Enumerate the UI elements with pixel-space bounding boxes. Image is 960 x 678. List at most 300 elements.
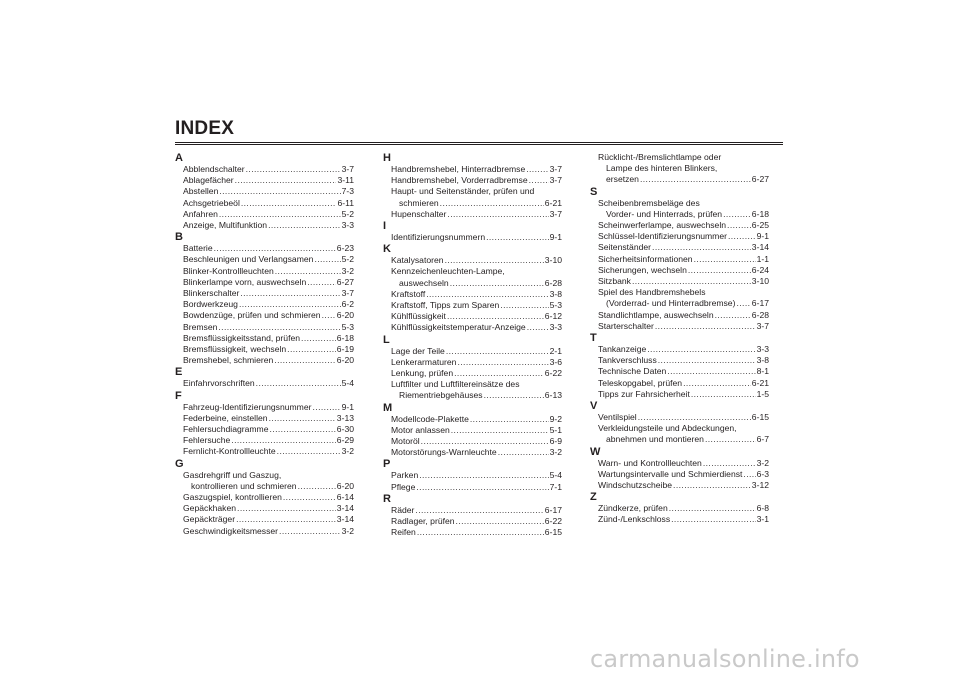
page-reference: 3-6 (549, 356, 562, 367)
page-reference: 3-1 (756, 514, 769, 525)
dot-leader (486, 232, 548, 243)
page-reference: 6-21 (544, 197, 562, 208)
index-entry-label: Sicherungen, wechseln (598, 264, 687, 275)
index-entry-label: Scheibenbremsbeläge des (598, 197, 700, 208)
index-entry (590, 242, 769, 253)
dot-leader (526, 164, 548, 175)
index-entry-label: Fehlersuchdiagramme (183, 424, 269, 435)
index-letter-heading: W (590, 445, 601, 458)
dot-leader (638, 412, 751, 423)
index-entry-label: Wartungsintervalle und Schmierdienst (598, 468, 743, 479)
index-entry-label: Abstellen (183, 186, 219, 197)
dot-leader (214, 243, 336, 254)
dot-leader (640, 174, 751, 185)
index-entry (175, 402, 354, 413)
dot-leader (307, 277, 336, 288)
index-entry (175, 310, 354, 321)
index-entry (383, 425, 562, 436)
page-reference: 6-30 (336, 424, 354, 435)
dot-leader (231, 435, 336, 446)
page-reference: 3-3 (549, 322, 562, 333)
page-reference: 6-17 (544, 504, 562, 515)
index-entry-label: Zündkerze, prüfen (598, 503, 668, 514)
index-entry-label: Ablagefächer (183, 175, 234, 186)
dot-leader (715, 310, 751, 321)
index-entry (590, 514, 769, 525)
page-reference: 3-7 (549, 208, 562, 219)
index-entry-label: Kraftstoff, Tipps zum Sparen (391, 300, 500, 311)
index-entry-label: Einfahrvorschriften (183, 378, 255, 389)
page-reference: 5-4 (549, 470, 562, 481)
index-entry-label: Achsgetriebeöl (183, 197, 240, 208)
dot-leader (647, 344, 755, 355)
index-entry (175, 243, 354, 254)
dot-leader (743, 469, 755, 480)
page-reference: 6-24 (751, 264, 769, 275)
page-reference: 3-11 (337, 175, 354, 186)
index-entry (590, 412, 769, 423)
index-entry-label: Pflege (391, 481, 416, 492)
page-reference: 6-29 (336, 435, 354, 446)
index-entry-label: Parken (391, 470, 419, 481)
index-entry-label: Fehlersuche (183, 435, 231, 446)
dot-leader (440, 198, 544, 209)
index-entry (590, 458, 769, 469)
dot-leader (736, 298, 750, 309)
page-reference: 1-1 (756, 253, 769, 264)
index-entry-label: Lenkerarmaturen (391, 356, 457, 367)
index-letter-heading: P (383, 458, 391, 471)
dot-leader (456, 516, 544, 527)
index-entry-label: Sicherheitsinformationen (598, 253, 693, 264)
index-entry (590, 276, 769, 287)
index-entry-label: Beschleunigen und Verlangsamen (183, 254, 314, 265)
page-reference: 9-1 (549, 232, 562, 243)
page-reference: 3-7 (341, 288, 354, 299)
dot-leader (314, 254, 340, 265)
page-reference: 6-3 (756, 468, 769, 479)
index-entry-label: Technische Daten (598, 366, 667, 377)
index-entry (383, 447, 562, 458)
index-entry-label: Kraftstoff (391, 288, 426, 299)
index-entry (175, 277, 354, 288)
index-letter-heading: R (383, 492, 391, 505)
index-entry (590, 310, 769, 321)
index-entry-label: Zünd-/Lenkschloss (598, 514, 671, 525)
index-entry (590, 469, 769, 480)
index-entry (383, 470, 562, 481)
page-reference: 2-1 (549, 345, 562, 356)
page-reference: 3-3 (756, 344, 769, 355)
index-column-2 (383, 152, 562, 538)
page-reference: 5-4 (341, 378, 354, 389)
dot-leader (655, 321, 756, 332)
page-reference: 3-8 (756, 355, 769, 366)
index-letter-heading: T (590, 332, 597, 345)
index-letter-heading: G (175, 457, 184, 470)
index-entry-label: Bremsflüssigkeit, wechseln (183, 344, 287, 355)
dot-leader (652, 242, 751, 253)
index-entry (590, 389, 769, 400)
page-reference: 6-14 (336, 492, 354, 503)
page-reference: 5-2 (341, 254, 354, 265)
index-entry-label: Standlichtlampe, auswechseln (598, 309, 714, 320)
page-reference: 5-2 (341, 208, 354, 219)
index-entry (590, 344, 769, 355)
dot-leader (415, 505, 543, 516)
page-reference: 3-14 (751, 242, 769, 253)
index-entry (175, 344, 354, 355)
page-reference: 7-3 (341, 186, 354, 197)
index-entry-label: Abblendschalter (183, 164, 245, 174)
index-entry-label: Hupenschalter (391, 208, 447, 219)
index-letter-heading: B (175, 231, 183, 244)
index-entry (383, 255, 562, 266)
index-entry (590, 480, 769, 491)
dot-leader (688, 265, 751, 276)
watermark: carmanualsonline.info (590, 645, 860, 673)
page-reference: 6-8 (756, 503, 769, 514)
page-reference: 7-1 (549, 481, 562, 492)
index-entry-label: Lenkung, prüfen (391, 368, 454, 379)
index-entry (383, 390, 562, 401)
index-entry-label: Windschutzscheibe (598, 480, 673, 491)
page-reference: 8-1 (756, 366, 769, 377)
page-reference: 6-22 (544, 368, 562, 379)
index-entry-label-continued: Vorder- und Hinterrads, prüfen (606, 208, 723, 219)
page-reference: 6-23 (336, 243, 354, 254)
index-entry (590, 265, 769, 276)
page-reference: 6-27 (336, 276, 354, 287)
index-entry-label: Motorstörungs-Warnleuchte (391, 447, 497, 458)
page-reference: 6-13 (544, 390, 562, 401)
index-entry (383, 516, 562, 527)
page-reference: 6-9 (549, 436, 562, 447)
index-entry-label: Fernlicht-Kontrollleuchte (183, 446, 276, 457)
index-entry (383, 368, 562, 379)
index-letter-heading: S (590, 185, 598, 198)
dot-leader (426, 289, 548, 300)
dot-leader (421, 436, 549, 447)
dot-leader (270, 424, 336, 435)
page-reference: 6-15 (751, 412, 769, 423)
index-letter-heading: V (590, 400, 598, 413)
dot-leader (219, 209, 341, 220)
dot-leader (691, 389, 756, 400)
index-entry (590, 220, 769, 231)
dot-leader (669, 503, 756, 514)
index-entry (590, 174, 769, 185)
index-entry (175, 355, 354, 366)
index-entry-label: Ventilspiel (598, 412, 637, 423)
dot-leader (287, 344, 336, 355)
index-entry-label: Luftfilter und Luftfiltereinsätze des (391, 379, 520, 390)
index-entry-label: Spiel des Handbremshebels (598, 287, 706, 298)
index-entry (175, 413, 354, 424)
page-reference: 3-14 (336, 503, 354, 514)
page-reference: 9-1 (341, 401, 354, 412)
index-entry (175, 481, 354, 492)
index-letter-heading: M (383, 401, 393, 414)
page-reference: 6-18 (751, 208, 769, 219)
dot-leader (283, 492, 336, 503)
index-letter-heading: H (383, 152, 391, 164)
index-letter-heading: K (383, 243, 391, 256)
index-entry (383, 414, 562, 425)
dot-leader (236, 514, 336, 525)
dot-leader (527, 322, 549, 333)
page-reference: 3-12 (751, 480, 769, 491)
index-entry (590, 378, 769, 389)
index-entry-label: Schlüssel-Identifizierungsnummer (598, 231, 727, 242)
index-entry-label: Fahrzeug-Identifizierungsnummer (183, 401, 312, 412)
page-reference: 9-1 (756, 231, 769, 242)
index-entry (175, 220, 354, 231)
dot-leader (416, 482, 548, 493)
page-reference: 1-5 (756, 388, 769, 399)
index-entry (175, 209, 354, 220)
dot-leader (301, 333, 336, 344)
index-entry-label: Kühlflüssigkeit (391, 311, 446, 322)
index-entry-label: Gepäckhaken (183, 503, 237, 514)
index-entry (383, 164, 562, 175)
index-entry-label: Blinkerlampe vorn, auswechseln (183, 276, 307, 287)
page-reference: 6-27 (751, 174, 769, 185)
dot-leader (447, 311, 544, 322)
index-entry-label-continued: Lampe des hinteren Blinkers, (606, 163, 718, 174)
page-reference: 6-12 (544, 311, 562, 322)
index-entry (383, 482, 562, 493)
index-entry-label: Blinkerschalter (183, 288, 240, 299)
index-entry-label: Federbeine, einstellen (183, 412, 268, 423)
index-entry (175, 322, 354, 333)
dot-leader (419, 470, 548, 481)
dot-leader (451, 425, 549, 436)
index-entry-label: Modellcode-Plakette (391, 413, 469, 424)
index-entry-label: Warn- und Kontrollleuchten (598, 457, 702, 468)
dot-leader (239, 299, 341, 310)
index-entry-label: Haupt- und Seitenständer, prüfen und (391, 186, 535, 197)
index-entry (590, 209, 769, 220)
index-entry-label: Scheinwerferlampe, auswechseln (598, 220, 727, 231)
index-entry-label: Batterie (183, 243, 213, 254)
index-entry-label: Gepäckträger (183, 514, 236, 525)
dot-leader (237, 503, 336, 514)
page-reference: 9-2 (549, 413, 562, 424)
page-reference: 3-2 (341, 446, 354, 457)
dot-leader (417, 527, 544, 538)
index-entry-label: Sitzbank (598, 276, 631, 287)
index-entry-label: Anzeige, Multifunktion (183, 220, 268, 231)
dot-leader (529, 175, 549, 186)
dot-leader (277, 446, 341, 457)
index-entry (175, 266, 354, 277)
index-entry-label: Bremsen (183, 321, 218, 332)
dot-leader (246, 164, 341, 175)
index-entry (383, 527, 562, 538)
index-entry-label: Tankverschluss (598, 355, 657, 366)
index-entry (590, 503, 769, 514)
index-entry-label-continued: auswechseln (399, 277, 449, 288)
index-entry (175, 424, 354, 435)
index-column-3 (590, 152, 769, 526)
dot-leader (658, 355, 756, 366)
index-entry-label-continued: schmieren (399, 197, 439, 208)
page-reference: 3-7 (341, 164, 354, 174)
page-reference: 3-2 (756, 457, 769, 468)
index-entry (175, 492, 354, 503)
index-letter-heading: A (175, 152, 183, 164)
page-reference: 3-7 (549, 175, 562, 186)
index-entry-label: Blinker-Kontrollleuchten (183, 265, 274, 276)
page-reference: 5-3 (341, 321, 354, 332)
page-reference: 6-11 (337, 197, 354, 208)
page-reference: 6-2 (341, 299, 354, 310)
dot-leader (632, 276, 751, 287)
page-reference: 6-7 (756, 434, 769, 445)
page-reference: 6-18 (336, 332, 354, 343)
index-letter-heading: L (383, 333, 390, 346)
index-entry (175, 378, 354, 389)
dot-leader (447, 209, 548, 220)
dot-leader (241, 198, 337, 209)
page-reference: 6-28 (751, 309, 769, 320)
index-letter-heading: I (383, 220, 387, 233)
index-entry (383, 346, 562, 357)
index-letter-heading: E (175, 366, 183, 379)
dot-leader (454, 368, 544, 379)
index-column-1 (175, 152, 354, 537)
index-entry-label: Räder (391, 504, 415, 515)
index-entry (590, 321, 769, 332)
index-entry (175, 526, 354, 537)
page-reference: 3-2 (341, 265, 354, 276)
index-entry (383, 175, 562, 186)
dot-leader (673, 480, 751, 491)
index-entry-label-continued: (Vorderrad- und Hinterradbremse) (606, 298, 736, 309)
index-entry-label: Tipps zur Fahrsicherheit (598, 388, 690, 399)
index-entry (383, 289, 562, 300)
dot-leader (269, 413, 336, 424)
dot-leader (313, 402, 341, 413)
index-entry (590, 254, 769, 265)
page-reference: 6-28 (544, 277, 562, 288)
dot-leader (727, 220, 751, 231)
title-rule (175, 142, 783, 145)
page-reference: 6-22 (544, 516, 562, 527)
index-entry (383, 209, 562, 220)
index-entry-label: Anfahren (183, 208, 218, 219)
page-reference: 3-10 (544, 255, 562, 266)
dot-leader (275, 266, 341, 277)
page-reference: 6-25 (751, 220, 769, 231)
page-reference: 3-13 (336, 412, 354, 423)
index-entry (175, 198, 354, 209)
index-entry-label: Bowdenzüge, prüfen und schmieren (183, 310, 321, 321)
dot-leader (683, 378, 751, 389)
dot-leader (457, 357, 548, 368)
dot-leader (694, 254, 756, 265)
index-entry (590, 298, 769, 309)
index-entry-label: Kühlflüssigkeitstemperatur-Anzeige (391, 322, 526, 333)
index-entry-label: Identifizierungsnummern (391, 232, 486, 243)
index-entry (590, 231, 769, 242)
index-entry (175, 446, 354, 457)
index-entry-label: Handbremshebel, Hinterradbremse (391, 164, 526, 174)
index-entry-label: Reifen (391, 527, 416, 538)
index-entry-label: Radlager, prüfen (391, 516, 455, 527)
dot-leader (240, 288, 340, 299)
page-reference: 3-8 (549, 288, 562, 299)
index-entry (175, 503, 354, 514)
index-entry-label-continued: ersetzen (606, 174, 639, 185)
page-reference: 3-2 (341, 525, 354, 536)
page-reference: 3-3 (341, 220, 354, 231)
index-entry (175, 514, 354, 525)
dot-leader (498, 447, 549, 458)
page-reference: 6-20 (336, 355, 354, 366)
index-entry-label: Handbremshebel, Vorderradbremse (391, 175, 528, 186)
dot-leader (728, 231, 756, 242)
index-entry (175, 175, 354, 186)
index-entry (590, 366, 769, 377)
index-entry-label: Geschwindigkeitsmesser (183, 525, 279, 536)
dot-leader (298, 481, 336, 492)
index-entry-label-continued: kontrollieren und schmieren (191, 480, 297, 491)
index-entry (175, 435, 354, 446)
index-entry-label: Lage der Teile (391, 345, 445, 356)
dot-leader (256, 378, 341, 389)
index-entry-label: Bremshebel, schmieren (183, 355, 274, 366)
index-entry (383, 357, 562, 368)
index-entry-label: Gaszugspiel, kontrollieren (183, 492, 282, 503)
page-reference: 6-19 (336, 344, 354, 355)
dot-leader (274, 355, 336, 366)
index-entry-label: Motor anlassen (391, 424, 450, 435)
index-entry (383, 436, 562, 447)
index-entry (175, 333, 354, 344)
index-entry (383, 232, 562, 243)
index-entry (175, 164, 354, 175)
index-entry (383, 300, 562, 311)
index-entry (383, 322, 562, 333)
index-entry-label: Kennzeichenleuchten-Lampe, (391, 266, 505, 277)
index-letter-heading: F (175, 389, 182, 402)
dot-leader (667, 366, 755, 377)
page-reference: 3-7 (756, 320, 769, 331)
index-entry (175, 288, 354, 299)
index-entry (175, 186, 354, 197)
page-reference: 6-15 (544, 527, 562, 538)
page-title: INDEX (175, 118, 235, 139)
index-entry-label: Starterschalter (598, 320, 654, 331)
dot-leader (218, 322, 340, 333)
page-reference: 6-20 (336, 480, 354, 491)
index-entry-label-continued: abnehmen und montieren (606, 434, 704, 445)
dot-leader (235, 175, 337, 186)
page-reference: 3-14 (336, 514, 354, 525)
dot-leader (446, 346, 549, 357)
index-entry-label: Rücklicht-/Bremslichtlampe oder (598, 152, 722, 162)
index-entry (383, 278, 562, 289)
index-entry-label: Tankanzeige (598, 344, 647, 355)
index-entry-label: Katalysatoren (391, 255, 444, 266)
dot-leader (445, 255, 544, 266)
page-reference: 5-1 (549, 424, 562, 435)
index-entry (590, 434, 769, 445)
dot-leader (705, 434, 756, 445)
dot-leader (322, 310, 336, 321)
